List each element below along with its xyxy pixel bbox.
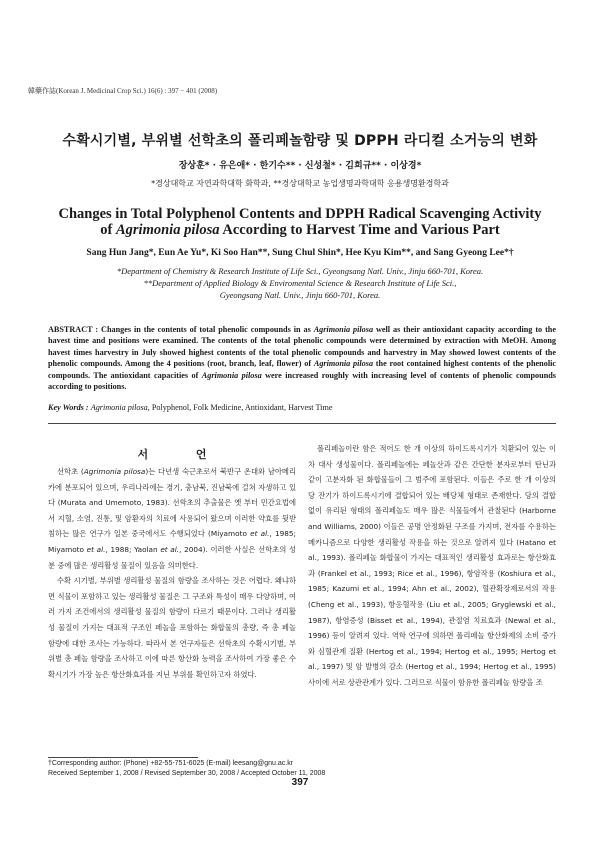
title-korean: 수확시기별, 부위별 선학초의 폴리페놀함량 및 DPPH 라디컬 소거능의 변화	[62, 133, 538, 149]
et-al: et al.	[86, 544, 106, 554]
abstract-species-3: Agrimonia pilosa	[201, 370, 262, 380]
section-heading: 서 언	[137, 448, 229, 461]
title-line2-prefix: of	[100, 222, 116, 238]
left-column	[48, 464, 296, 682]
abstract-species-1: Agrimonia pilosa	[313, 325, 374, 334]
abstract	[48, 324, 556, 392]
et-al: et al.	[160, 544, 180, 554]
title-english-line1: Changes in Total Polyphenol Contents and DPPH Radical Scavenging Activity	[58, 206, 542, 222]
title-species: Agrimonia pilosa	[115, 222, 220, 238]
text-run: )는 다년생 숙근초로서 북반구 온대와 남아메리카에 분포되어 있으며, 우리나라에는 경기, 충남북, 진남북에 걸쳐 자생하고 있다 (Murata and Umemoto, 1983). 선학초의 추출물은 옛 부터 민간요법에서 지혈, 소염, 진통, 및 암환자의 치료에 사용되어 왔으며 이러한 약효를 뒷받침하는 많은 연구가 일본 중국에서도 수행되었다 (Miyamoto	[48, 467, 297, 539]
keywords	[48, 403, 556, 412]
journal-header: 韓藥作誌(Korean J. Medicinal Crop Sci.) 16(6) : 397 − 401 (2008)	[28, 87, 218, 95]
title-english-line2	[40, 222, 560, 238]
title-line2-suffix: According to Harvest Time and Various Part	[219, 222, 500, 238]
authors-english: Sang Hun Jang*, Eun Ae Yu*, Ki Soo Han**, Sung Chul Shin*, Hee Kyu Kim**, and Sang Gyeong Lee*†	[86, 248, 514, 258]
abstract-species-2: Agrimonia pilosa	[313, 359, 374, 369]
affiliation-english-2: **Department of Applied Biology & Enviromental Science & Research Institute of Life Sci.,	[143, 278, 457, 288]
et-al: et al.	[250, 529, 270, 539]
abstract-text-3: the root contained highest contents of the phenolic compounds. The antioxidant capacities of	[48, 359, 557, 380]
left-paragraph-1	[48, 464, 296, 573]
keywords-species: Agrimonia pilosa	[90, 403, 148, 412]
received-dates: Received September 1, 2008 / Revised September 30, 2008 / Accepted October 11, 2008	[48, 770, 326, 777]
text-run: , 1988; Yaolan	[105, 544, 161, 554]
abstract-label: ABSTRACT :	[48, 325, 102, 334]
authors-korean: 장상훈* · 유은애* · 한기수** · 신성철* · 김희규** · 이상경*	[178, 161, 422, 171]
text-run: 선학초 (	[57, 467, 84, 476]
abstract-text-1: Changes in the contents of total phenolic compounds in as	[101, 325, 314, 334]
left-paragraph-2: 수확 시기별, 부위별 생리활성 물질의 함량을 조사하는 것은 어렵다. 왜냐하면 식물이 포함하고 있는 생리활성 물질은 그 구조와 특성이 매우 다양하며, 여러 가지 조건에서의 생리활성 물질의 함량이 다르기 때문이다. 그러나 생리활성 물질이 가지는 대표적 구조인 페놀을 포함하는 화합물의 총량, 즉 총 페놀 함량에 대한 조사는 가능하다. 따라서 본 연구자들은 선학초의 수확시기별, 부위별 총 페놀 함량을 조사하고 이에 따른 항산화 능력을 조사하여 가장 좋은 수확시기가 가장 높은 항산화효과를 지닌 부위를 확인하고자 하였다.	[48, 576, 296, 679]
right-column	[308, 441, 556, 691]
species-name: Agrimonia pilosa	[83, 467, 146, 476]
corresponding-author: †Corresponding author: (Phone) +82-55-751-6025 (E-mail) leesang@gnu.ac.kr	[48, 760, 294, 767]
affiliations-english	[40, 265, 560, 301]
footnote	[48, 759, 556, 779]
abstract-text-4: were increased roughly with increasing level of contents of phenolic compounds according to positions.	[48, 370, 556, 392]
text-run: , 2004). 이러한 사실은 선학초의 성분 중에 많은 생리활성 물질이 있음을 의미한다.	[48, 544, 296, 570]
right-paragraph-1: 폴리페놀이란 함은 적어도 한 개 이상의 하이드록시기가 치환되어 있는 이차 대사 생성물이다. 폴리페놀에는 페놀산과 같은 간단한 분자로부터 탄닌과 같이 고분자화 된 화합물들이 그 범주에 포함된다. 이들은 주로 한 개 이상의 당 잔기가 하이드록시기에 결합되어 있는 배당체 형태로 존재한다. 당의 결합 없이 유리된 형태의 폴리페놀도 매우 많은 식물들에서 관찰된다 (Harborne and Williams, 2000) 이들은 공명 안정화된 구조를 가지며, 전자를 수용하는 메카니즘으로 다양한 생리활성 작용을 하는 것으로 알려져 있다 (Hatano et al., 1993). 폴리페놀 화합물이 가지는 대표적인 생리활성 효과로는 항산화효과 (Frankel et al., 1993; Rice et al., 1996), 항암작용 (Koshiura et al., 1985; Kazumi et al., 1994; Ahn et al., 2002), 혈관확장제로서의 작용 (Cheng et al., 1993), 항응혈작용 (Liu et al., 2005; Gryglewski et al., 1987), 항염증성 (Bisset et al., 1994), 관절염 치료효과 (Newal et al., 1996) 등이 알려져 있다. 역학 연구에 의하면 폴리페놀 항산화제의 소비 증가와 심혈관계 질환 (Hertog et al., 1994; Hertog et al., 1995; Hertog et al., 1997) 및 암 발병의 감소 (Hertog et al., 1994; Hertog et al., 1995) 사이에 서로 상관관계가 있다. 그러므로 식물이 함유한 폴리페놀 함량을 조	[308, 444, 556, 687]
keywords-label: Key Words :	[48, 403, 91, 412]
affiliations-korean: *경상대학교 자연과학대학 화학과, **경상대학교 농업생명과학대학 응용생명환경학과	[151, 179, 449, 188]
text-run: , 1985; Miyamoto	[48, 529, 296, 554]
keywords-rest: , Polyphenol, Folk Medicine, Antioxidant, Harvest Time	[147, 403, 333, 412]
footnote-divider	[48, 757, 198, 758]
page-number: 397	[291, 777, 309, 788]
abstract-text-2: well as their antioxidant capacity according to the havest time and positions were examined. The contents of the total phenolic compounds were determined by extraction with MeOH. Among havest times harvestry in July showed highest contents of the total phenolic compounds and harvestry in May showed lowest contents of the phenolic compounds. Among the 4 positions (root, branch, leaf, flower) of	[48, 325, 556, 369]
abstract-divider	[48, 423, 556, 424]
affiliation-english-1: *Department of Chemistry & Research Institute of Life Sci., Gyeongsang Natl. Univ., Jinju 660-701, Korea.	[116, 266, 484, 276]
title-english	[40, 206, 560, 238]
affiliation-english-3: Gyeongsang Natl. Univ., Jinju 660-701, Korea.	[219, 290, 381, 300]
